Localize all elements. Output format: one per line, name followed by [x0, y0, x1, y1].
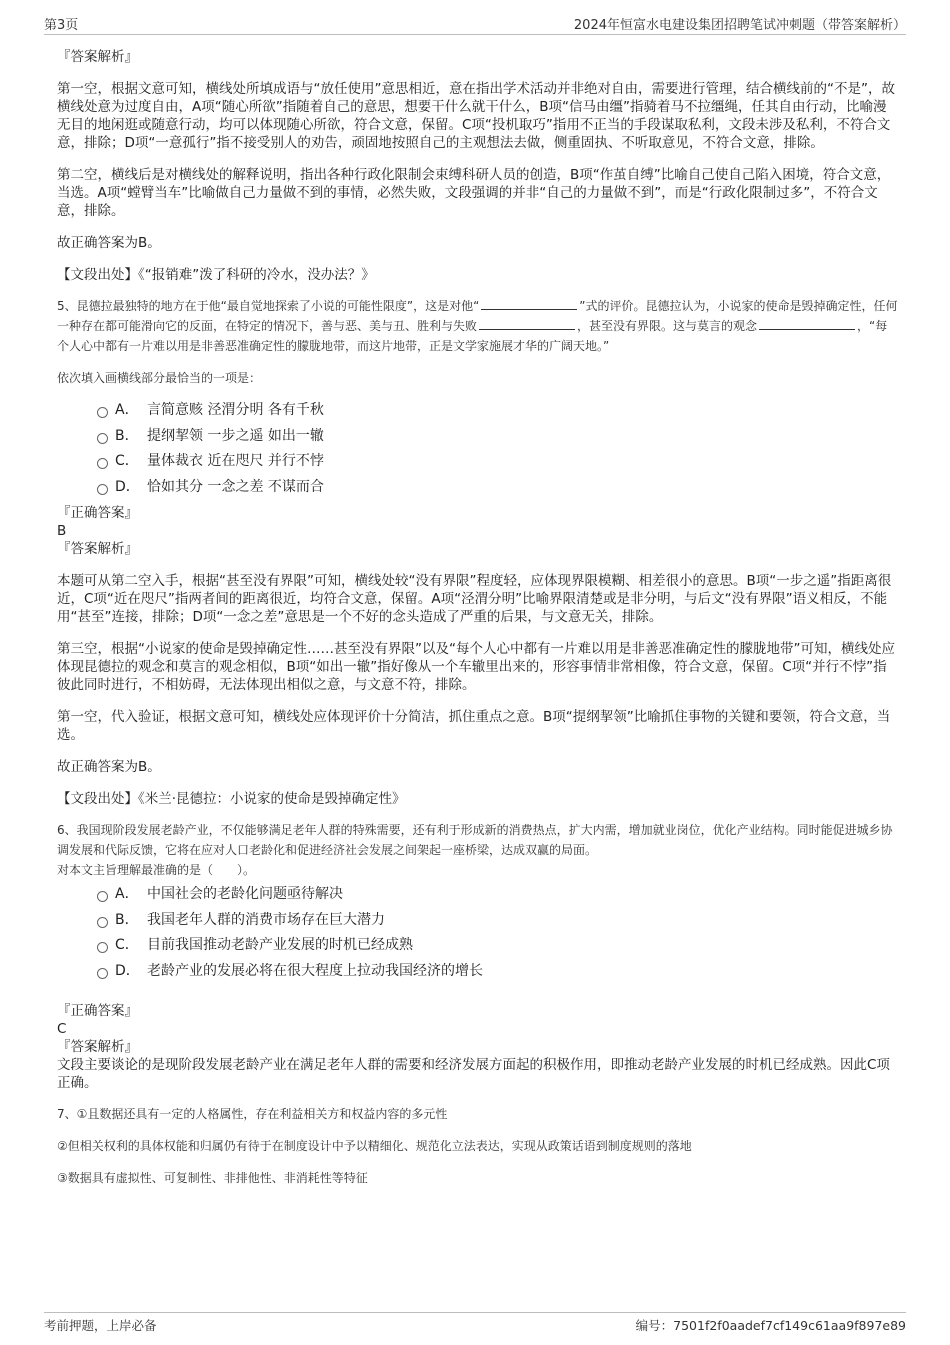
q5-blank-3 [759, 317, 855, 330]
radio-icon[interactable] [97, 458, 108, 469]
q4-analysis-para1: 第一空，根据文意可知，横线处所填成语与“放任使用”意思相近，意在指出学术活动并非绝对自由，需要进行管理，结合横线前的“不是”，故横线处意为过度自由，A项“随心所欲”指随着自己的意思，想要干什么就干什么，B项“信马由缰”指骑着马不拉缰绳，任其自由行动，比喻漫无目的地闲逛或随意行动，均可以体现随心所欲，符合文意，保留。C项“投机取巧”指用不正当的手段谋取私利，文段未涉及私利，不符合文意，排除；D项“一意孤行”指不接受别人的劝告，顽固地按照自己的主观想法去做，侧重固执、不听取意见，不符合文意，排除。 [57, 81, 895, 151]
page-footer [44, 1312, 906, 1333]
q6-prompt: 对本文主旨理解最准确的是（ ）。 [57, 863, 256, 877]
q6-analysis-label: 『答案解析』 [57, 1039, 138, 1055]
q6-answer: C [57, 1021, 67, 1037]
q5-analysis-para2: 第三空，根据“小说家的使命是毁掉确定性……甚至没有界限”以及“每个人心中都有一片难以用是非善恶准确定性的朦胧地带”可知，横线处应体现昆德拉的观念和莫言的观念相似，B项“如出一辙”指好像从一个车辙里出来的，形容事情非常相像，符合文意，保留。C项“并行不悖”指彼此同时进行，不相妨碍，无法体现出相似之意，与文意不符，排除。 [57, 641, 895, 693]
q5-source: 【文段出处】《米兰·昆德拉：小说家的使命是毁掉确定性》 [57, 791, 406, 807]
q5-analysis-para3: 第一空，代入验证，根据文意可知，横线处应体现评价十分简洁，抓住重点之意。B项“提纲挈领”比喻抓住事物的关键和要领，符合文意，当选。 [57, 709, 891, 743]
page-header [44, 12, 906, 35]
q6-answer-label: 『正确答案』 [57, 1003, 138, 1019]
page-number: 第3页 [44, 18, 79, 33]
q4-conclusion: 故正确答案为B。 [57, 235, 161, 251]
footer-serial: 编号：7501f2f0aadef7cf149c61aa9f897e89 [635, 1318, 906, 1333]
q5-option-a[interactable]: A． 言简意赅 泾渭分明 各有千秋 [57, 398, 899, 424]
footer-slogan: 考前押题，上岸必备 [44, 1318, 157, 1333]
radio-icon[interactable] [97, 407, 108, 418]
q5-option-b[interactable]: B． 提纲挈领 一步之遥 如出一辙 [57, 424, 899, 450]
q7-line3: ③数据具有虚拟性、可复制性、非排他性、非消耗性等特征 [57, 1171, 368, 1185]
q7-line2: ②但相关权利的具体权能和归属仍有待于在制度设计中予以精细化、规范化立法表达，实现从政策话语到制度规则的落地 [57, 1139, 692, 1153]
q5-analysis-label: 『答案解析』 [57, 541, 138, 557]
q5-option-c[interactable]: C． 量体裁衣 近在咫尺 并行不悖 [57, 449, 899, 475]
q5-stem [57, 296, 899, 356]
q6-option-d[interactable]: D． 老龄产业的发展必将在很大程度上拉动我国经济的增长 [57, 959, 899, 985]
document-body [57, 48, 899, 1188]
q4-analysis-para2: 第二空，横线后是对横线处的解释说明，指出各种行政化限制会束缚科研人员的创造，B项“作茧自缚”比喻自己使自己陷入困境，符合文意，当选。A项“螳臂当车”比喻做自己力量做不到的事情，必然失败，文段强调的并非“自己的力量做不到”，而是“行政化限制过多”，不符合文意，排除。 [57, 167, 891, 219]
q5-stem-part2: ”式的评价。昆德拉认为，小说家的使命是毁掉确定性，任何一种存在都可能滑向它的反面，在特定的情况下，善与恶、美与丑、胜利与失败 [57, 299, 898, 333]
q5-blank-1 [481, 297, 577, 310]
q6-analysis: 文段主要谈论的是现阶段发展老龄产业在满足老年人群的需要和经济发展方面起的积极作用，即推动老龄产业发展的时机已经成熟。因此C项正确。 [57, 1057, 890, 1091]
radio-icon[interactable] [97, 968, 108, 979]
q6-option-a[interactable]: A． 中国社会的老龄化问题亟待解决 [57, 882, 899, 908]
q5-answer-label: 『正确答案』 [57, 505, 138, 521]
q7-line1: 7、①且数据还具有一定的人格属性，存在利益相关方和权益内容的多元性 [57, 1107, 448, 1121]
q5-stem-part1: 5、昆德拉最独特的地方在于他“最自觉地探索了小说的可能性限度”，这是对他“ [57, 299, 480, 313]
q5-analysis-para1: 本题可从第二空入手，根据“甚至没有界限”可知，横线处较“没有界限”程度轻，应体现界限模糊、相差很小的意思。B项“一步之遥”指距离很近，C项“近在咫尺”指两者间的距离很近，均符合文意，保留。A项“泾渭分明”比喻界限清楚或是非分明，与后文“没有界限”语义相反，不能用“甚至”连接，排除；D项“一念之差”意思是一个不好的念头造成了严重的后果，与文意无关，排除。 [57, 573, 892, 625]
radio-icon[interactable] [97, 484, 108, 495]
q5-answer: B [57, 523, 67, 539]
q5-option-d[interactable]: D． 恰如其分 一念之差 不谋而合 [57, 475, 899, 501]
radio-icon[interactable] [97, 891, 108, 902]
q5-conclusion: 故正确答案为B。 [57, 759, 161, 775]
q5-stem-part4: ，“每个人心中都有一片难以用是非善恶准确定性的朦胧地带，而这片地带，正是文学家施展才华的广阔天地。” [57, 319, 888, 353]
q6-stem: 6、我国现阶段发展老龄产业，不仅能够满足老年人群的特殊需要，还有利于形成新的消费热点，扩大内需，增加就业岗位，优化产业结构。同时能促进城乡协调发展和代际反馈，它将在应对人口老龄化和促进经济社会发展之间架起一座桥梁，达成双赢的局面。 [57, 823, 893, 857]
q4-source: 【文段出处】《“报销难”泼了科研的冷水，没办法？》 [57, 267, 375, 283]
q6-options [57, 882, 899, 984]
radio-icon[interactable] [97, 942, 108, 953]
q5-blank-2 [479, 317, 575, 330]
q4-analysis-label: 『答案解析』 [57, 49, 138, 65]
q5-prompt: 依次填入画横线部分最恰当的一项是： [57, 371, 262, 385]
document-title: 2024年恒富水电建设集团招聘笔试冲刺题（带答案解析） [573, 18, 906, 33]
radio-icon[interactable] [97, 917, 108, 928]
q6-option-c[interactable]: C． 目前我国推动老龄产业发展的时机已经成熟 [57, 933, 899, 959]
radio-icon[interactable] [97, 433, 108, 444]
q5-options [57, 398, 899, 500]
q6-option-b[interactable]: B． 我国老年人群的消费市场存在巨大潜力 [57, 908, 899, 934]
q5-stem-part3: ，甚至没有界限。这与莫言的观念 [577, 319, 758, 333]
